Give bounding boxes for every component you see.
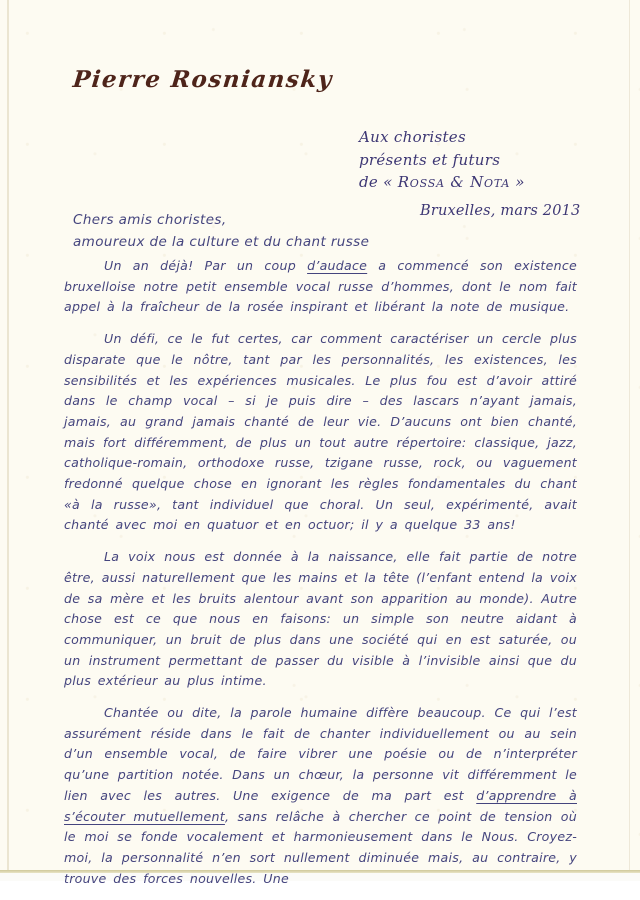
paragraph-text: Un défi, ce le fut certes, car comment caractériser un cercle plus disparate que le nôtre, tant par les personnalités, les existences, les sensibilités et les expériences musicales. Le plus fou est d’avoir attiré dans le champ vocal – si je puis dire – des lascars n’ayant jamais, jamais, au grand jamais chanté de leur vie. D’aucuns ont bien chanté, mais fort différemment, de plus un tout autre répertoire: classique, jazz, catholique-romain, orthodoxe russe, tzigane russe, rock, ou vaguement fredonné quelque chose en ignorant les règles fondamentales du chant «à la russe», tant individuel que choral. Un seul, expérimenté, avait chanté avec moi en quatuor et en octuor; il y a quelque 33 ans! xyxy=(64,331,577,533)
recipient-line-suffix: » xyxy=(510,173,525,191)
recipient-line-prefix: de « xyxy=(359,173,398,191)
recipient-line: présents et futurs xyxy=(359,150,501,169)
salutation-line: Chers amis choristes, xyxy=(73,212,227,228)
recipient-block xyxy=(359,126,525,194)
scan-edge-right xyxy=(629,0,630,871)
salutation-line: amoureux de la culture et du chant russe xyxy=(73,234,370,250)
letter-paragraph xyxy=(64,703,577,889)
ensemble-name: Rossa & Nota xyxy=(397,173,511,191)
letter-paragraph xyxy=(64,329,577,536)
scan-edge-left xyxy=(7,0,9,871)
paragraph-text: , sans relâche à chercher ce point de tension où le moi se fonde vocalement et harmonieusement dans le Nous. Croyez-moi, la personnalité n’en sort nullement diminuée mais, au contraire, y trouve des forces nouvelles. Une xyxy=(64,808,577,886)
letter-paragraph xyxy=(64,256,577,318)
letterhead-author-name: Pierre Rosniansky xyxy=(71,66,335,93)
dateline: Bruxelles, mars 2013 xyxy=(420,203,581,219)
letter-body xyxy=(64,256,577,900)
paragraph-text: Chantée ou dite, la parole humaine diffère beaucoup. Ce qui l’est assurément réside dans le fait de chanter individuellement ou au sein d’un ensemble vocal, de faire vibrer une poésie ou de n’interpréter qu’une partition notée. Dans un chœur, la personne vit différemment le lien avec les autres. Une exigence de ma part est xyxy=(64,705,577,803)
underlined-phrase: d’audace xyxy=(307,258,368,273)
paragraph-text: a commencé son existence bruxelloise notre petit ensemble vocal russe d’hommes, dont le nom fait appel à la fraîcheur de la rosée inspirant et libérant la note de musique. xyxy=(64,258,577,315)
paragraph-text: La voix nous est donnée à la naissance, elle fait partie de notre être, aussi naturellement que les mains et la tête (l’enfant entend la voix de sa mère et les bruits alentour avant son apparition au monde). Autre chose est ce que nous en faisons: un simple son neutre aidant à communiquer, un bruit de plus dans une société qui en est saturée, ou un instrument permettant de passer du visible à l’invisible ainsi que du plus extérieur au plus intime. xyxy=(64,549,577,689)
underlined-phrase: d’apprendre à s’écouter mutuellement xyxy=(64,787,577,824)
paragraph-text: Un an déjà! Par un coup xyxy=(104,258,308,273)
recipient-line: Aux choristes xyxy=(359,128,466,146)
salutation-block xyxy=(73,209,369,253)
recipient-line xyxy=(359,171,525,194)
letter-paragraph xyxy=(64,547,577,692)
